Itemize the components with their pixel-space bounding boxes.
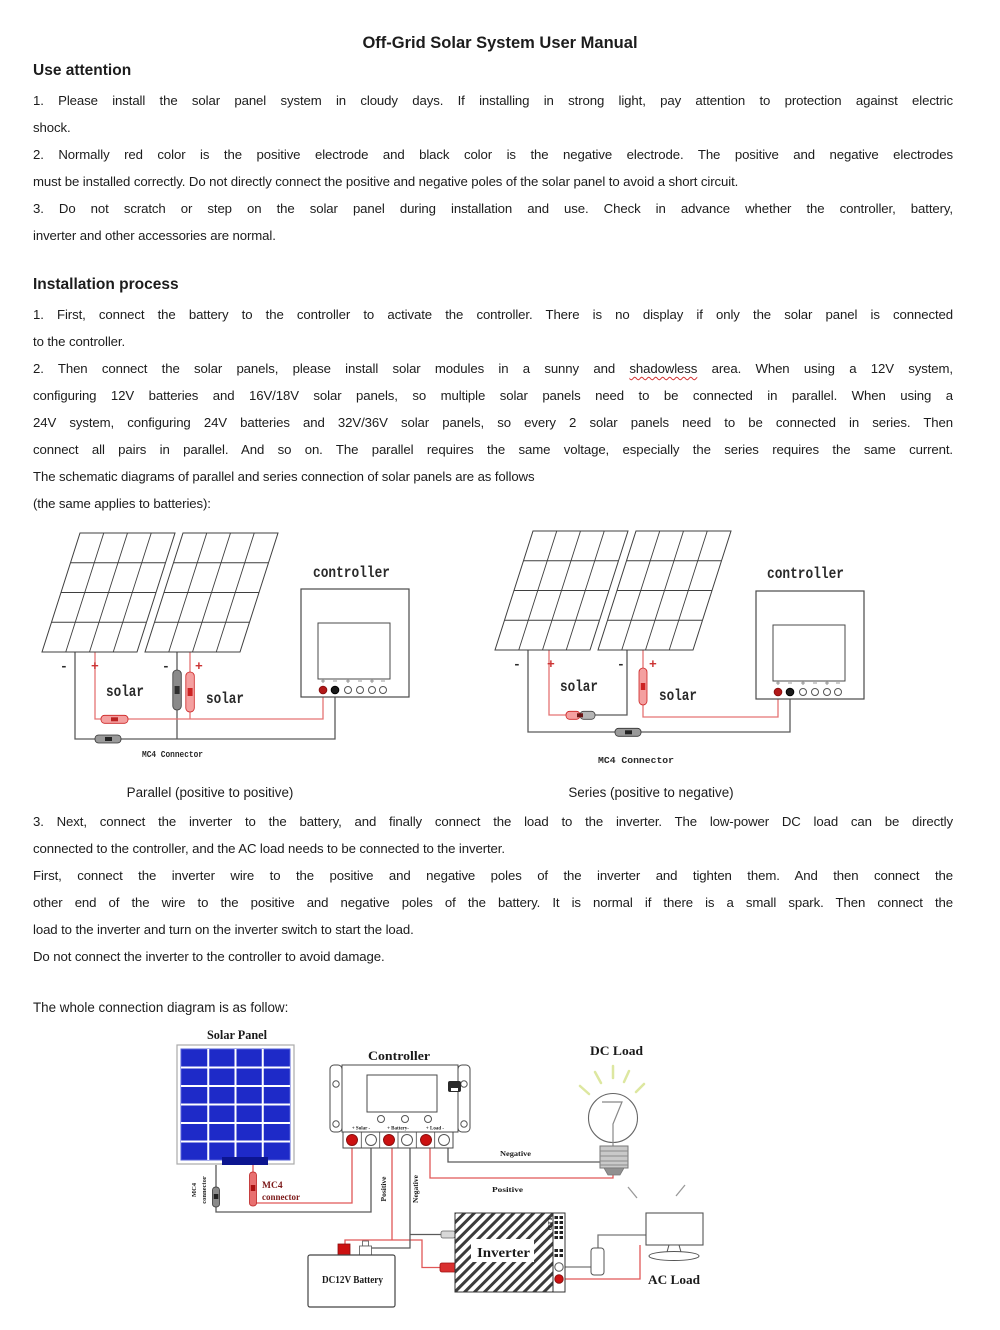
monitor-screen: [646, 1213, 703, 1245]
text-line: First, connect the inverter wire to the positive and negative poles of the inverter and tighten them. And then connect the: [33, 868, 953, 883]
controller-graphic: [756, 591, 864, 699]
caption-series: Series (positive to negative): [568, 785, 734, 800]
terminal-solar-negative: [366, 1135, 377, 1146]
mc4-connector-label: connector: [262, 1193, 301, 1203]
text-line: 24V system, configuring 24V batteries and 32V/36V solar panels, so every 2 solar panels need to be connected in series. Then: [33, 415, 953, 430]
installation-paragraphs: [33, 301, 953, 517]
junction-box: [222, 1157, 268, 1165]
mc4-connector-label: MC4: [262, 1181, 283, 1191]
negative-wire-label: Negative: [411, 1175, 420, 1203]
mc4-connector-icon: [639, 668, 647, 705]
terminal-label-solar: + Solar -: [351, 1126, 371, 1132]
controller-graphic: [330, 1065, 470, 1148]
text-line: 1. First, connect the battery to the controller to activate the controller. There is no display if only the solar panel is connected: [33, 307, 953, 322]
solar-wiring-schematics: [0, 528, 1000, 780]
battery-positive-terminal: [338, 1244, 350, 1255]
text-line: Do not connect the inverter to the controller to avoid damage.: [33, 949, 385, 964]
plus-label: +: [649, 657, 657, 672]
dc-load-label: DC Load: [590, 1043, 644, 1058]
mc4-connector-icon: [566, 711, 595, 719]
solar-panel-graphic: [177, 1045, 294, 1165]
solar-label: solar: [206, 690, 244, 708]
text-line: 1. Please install the solar panel system in cloudy days. If installing in strong light, pay attention to protection against electric: [33, 93, 953, 108]
whole-diagram-intro: The whole connection diagram is as follow:: [33, 1000, 289, 1015]
spellcheck-underlined-word: shadowless: [629, 361, 698, 376]
ac-load-graphic: [591, 1185, 703, 1275]
text-line: [33, 355, 953, 382]
positive-wire-label: Positive: [379, 1176, 388, 1202]
solar-label: solar: [560, 678, 598, 696]
text-line: (the same applies to batteries):: [33, 496, 211, 511]
monitor-stand: [667, 1245, 681, 1252]
caption-parallel: Parallel (positive to positive): [126, 785, 294, 800]
text-line: configuring 12V batteries and 16V/18V solar panels, so multiple solar panels need to be connected in parallel. When using a: [33, 388, 953, 403]
monitor-base: [649, 1252, 699, 1261]
indicator-light: [402, 1116, 409, 1123]
dc-input-plug: [441, 1231, 455, 1238]
negative-wire-label: Negative: [500, 1149, 532, 1158]
light-bulb-icon: [580, 1066, 644, 1175]
terminal-label-battery: + Battery-: [387, 1126, 409, 1132]
solar-label: solar: [659, 687, 697, 705]
text-line: load to the inverter and turn on the inverter switch to start the load.: [33, 922, 414, 937]
parallel-schematic: [42, 533, 409, 760]
heading-use-attention: Use attention: [33, 62, 132, 79]
ac-outlet: [555, 1263, 563, 1271]
text-line: shock.: [33, 120, 71, 135]
mc4-connector-label: MC4 Connector: [598, 756, 674, 766]
minus-label: -: [162, 659, 170, 674]
minus-label: -: [513, 657, 521, 672]
positive-wire-label: Positive: [492, 1185, 524, 1194]
battery-negative-terminal: [360, 1246, 372, 1255]
text-line: 2. Normally red color is the positive electrode and black color is the negative electrode. The positive and negative electrodes: [33, 147, 953, 162]
battery-graphic: [308, 1241, 395, 1307]
controller-label: controller: [767, 565, 844, 583]
indicator-light: [425, 1116, 432, 1123]
terminal-battery-negative: [402, 1135, 413, 1146]
text-line: inverter and other accessories are normal.: [33, 228, 276, 243]
plus-label: +: [195, 659, 203, 674]
whole-connection-diagram: [0, 1022, 1000, 1330]
text-line: other end of the wire to the positive and negative poles of the battery. It is normal if there is a small spark. Then connect the: [33, 895, 953, 910]
mc4-connector-label: MC4 Connector: [142, 750, 203, 760]
text-line: The schematic diagrams of parallel and series connection of solar panels are as follows: [33, 469, 535, 484]
controller-label: Controller: [368, 1048, 431, 1063]
text-line: 3. Do not scratch or step on the solar panel during installation and use. Check in advance whether the controller, battery,: [33, 201, 953, 216]
led-label: LED: [546, 1217, 552, 1231]
inverter-label: Inverter: [477, 1245, 530, 1260]
mc4-connector-icon: [95, 735, 121, 743]
controller-display: [367, 1075, 437, 1112]
battery-label: DC12V Battery: [322, 1275, 384, 1286]
light-rays: [628, 1185, 685, 1198]
heading-installation-process: Installation process: [33, 276, 179, 293]
mc4-connector-icon: [213, 1187, 220, 1207]
plus-label: +: [91, 659, 99, 674]
text-line: connected to the controller, and the AC load needs to be connected to the inverter.: [33, 841, 505, 856]
terminal-battery-positive: [384, 1135, 395, 1146]
mc4-connector-label: connector: [201, 1176, 208, 1204]
terminal-solar-positive: [347, 1135, 358, 1146]
mc4-connector-icon: [101, 715, 128, 723]
text-line: must be installed correctly. Do not directly connect the positive and negative poles of the solar panel to avoid a short circuit.: [33, 174, 739, 189]
terminal-load-positive: [421, 1135, 432, 1146]
wiring: [216, 1146, 646, 1279]
minus-label: -: [60, 659, 68, 674]
light-rays: [580, 1066, 644, 1094]
indicator-light: [378, 1116, 385, 1123]
mc4-connector-icon: [186, 672, 195, 712]
controller-graphic: [301, 589, 409, 697]
mc4-connector-label: MC4: [191, 1182, 198, 1198]
minus-label: -: [617, 657, 625, 672]
use-attention-paragraphs: [33, 87, 953, 249]
ac-load-label: AC Load: [648, 1272, 701, 1287]
text-line: connect all pairs in parallel. And so on. The parallel requires the same voltage, especially the series requires the same current.: [33, 442, 953, 457]
text-segment: 2. Then connect the solar panels, please install solar modules in a sunny and: [33, 361, 630, 376]
step3-paragraphs: [33, 808, 953, 970]
power-plug: [591, 1248, 604, 1275]
series-schematic: [495, 531, 864, 766]
mc4-connector-icon: [173, 670, 182, 710]
text-line: 3. Next, connect the inverter to the battery, and finally connect the load to the inverter. The low-power DC load can be directly: [33, 814, 953, 829]
mc4-connector-icon: [615, 728, 641, 736]
plus-label: +: [547, 657, 555, 672]
solar-panel-label: Solar Panel: [207, 1028, 268, 1042]
dc-input-plug-positive: [440, 1263, 456, 1272]
ac-outlet-live: [555, 1275, 563, 1283]
text-segment: area. When using a 12V system,: [697, 361, 953, 376]
solar-label: solar: [106, 683, 144, 701]
terminal-load-negative: [439, 1135, 450, 1146]
page-title: Off-Grid Solar System User Manual: [362, 34, 638, 52]
terminal-label-load: + Load -: [425, 1126, 445, 1132]
controller-label: controller: [313, 564, 390, 582]
text-line: to the controller.: [33, 334, 126, 349]
mc4-connector-icon: [250, 1172, 257, 1206]
